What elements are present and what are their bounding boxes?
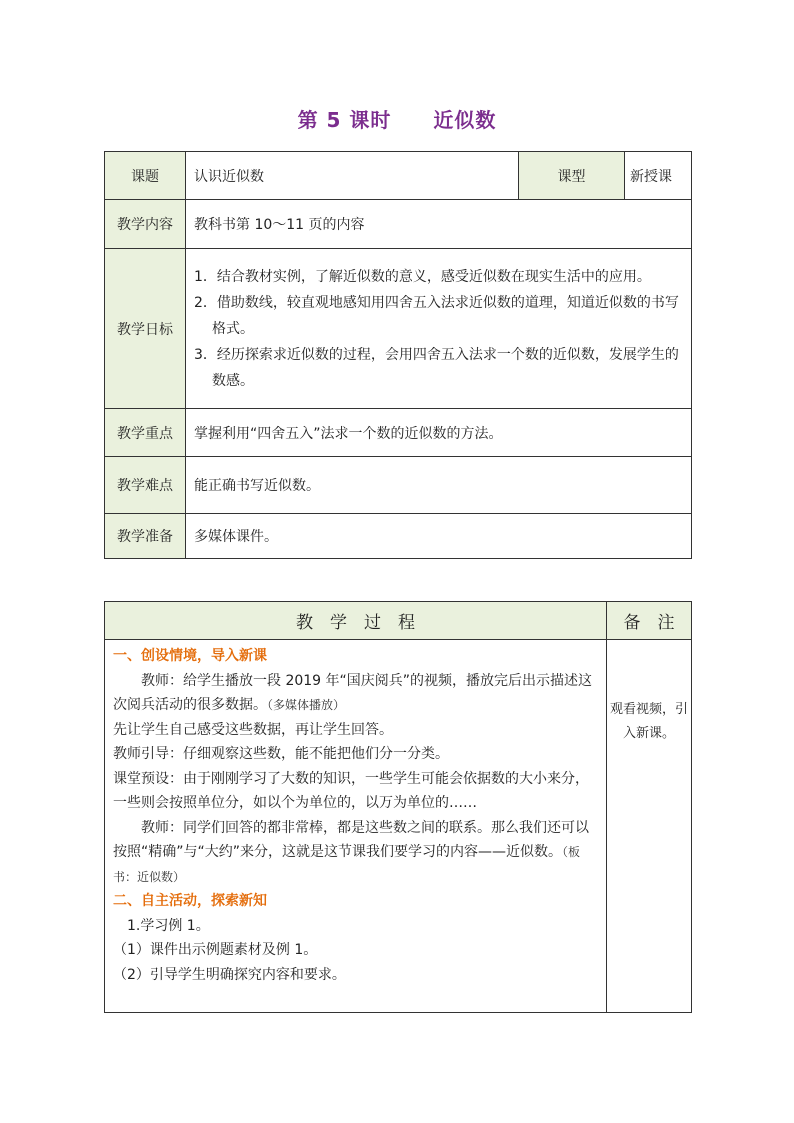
- paragraph-6: 1.学习例 1。: [127, 917, 210, 934]
- goals-label: 教学日标: [105, 249, 186, 409]
- topic-row: [105, 152, 692, 200]
- goal-item-2: 2．借助数线，较直观地感知用四舍五入法求近似数的道理，知道近似数的书写格式。: [194, 294, 679, 337]
- teaching-process-table: [104, 601, 692, 1013]
- paragraph-4: 课堂预设：由于刚刚学习了大数的知识，一些学生可能会依据数的大小来分，一些则会按照单位分，如以个为单位的，以万为单位的……: [113, 770, 589, 811]
- prep-row: [105, 514, 692, 559]
- process-body-row: [105, 640, 692, 1013]
- remarks-cell: 观看视频，引入新课。: [607, 640, 692, 1013]
- lesson-number: 第 5 课时: [297, 108, 392, 132]
- page-title: [0, 104, 794, 133]
- board-note: （板书：近似数）: [113, 845, 581, 884]
- section-heading-2: 二、自主活动，探索新知: [113, 893, 267, 909]
- paragraph-5: 教师：同学们回答的都非常棒，都是这些数之间的联系。那么我们还可以按照“精确”与“大约”来分，这就是这节课我们要学习的内容——近似数。（板书：近似数）: [113, 819, 589, 884]
- lesson-info-table: [104, 151, 692, 559]
- content-value: 教科书第 10～11 页的内容: [186, 200, 692, 249]
- type-value: 新授课: [625, 152, 692, 200]
- lesson-name: 近似数: [433, 108, 497, 132]
- paragraph-3: 教师引导：仔细观察这些数，能不能把他们分一分类。: [113, 746, 449, 762]
- difficulty-label: 教学难点: [105, 457, 186, 514]
- goals-row: [105, 249, 692, 409]
- key-row: [105, 409, 692, 457]
- goal-item-1: 1．结合教材实例，了解近似数的意义，感受近似数在现实生活中的应用。: [194, 268, 651, 285]
- goal-item-3: 3．经历探索求近似数的过程，会用四舍五入法求一个数的近似数，发展学生的数感。: [194, 346, 679, 389]
- section-heading-1: 一、创设情境，导入新课: [113, 648, 267, 664]
- process-header: 教 学 过 程: [105, 602, 607, 640]
- paragraph-1: 教师：给学生播放一段 2019 年“国庆阅兵”的视频，播放完后出示描述这次阅兵活动的很多数据。（多媒体播放）: [113, 672, 593, 713]
- topic-value: 认识近似数: [186, 152, 519, 200]
- key-label: 教学重点: [105, 409, 186, 457]
- handwritten-note: （多媒体播放）: [267, 698, 346, 712]
- content-row: [105, 200, 692, 249]
- paragraph-8: （2）引导学生明确探究内容和要求。: [113, 966, 346, 983]
- paragraph-7: （1）课件出示例题素材及例 1。: [113, 942, 318, 958]
- goals-list: [186, 249, 692, 409]
- prep-value: 多媒体课件。: [186, 514, 692, 559]
- difficulty-value: 能正确书写近似数。: [186, 457, 692, 514]
- notes-header: 备 注: [607, 602, 692, 640]
- process-header-row: [105, 602, 692, 640]
- key-value: 掌握利用“四舍五入”法求一个数的近似数的方法。: [186, 409, 692, 457]
- prep-label: 教学准备: [105, 514, 186, 559]
- content-label: 教学内容: [105, 200, 186, 249]
- topic-label: 课题: [105, 152, 186, 200]
- type-label: 课型: [519, 152, 625, 200]
- process-content: [105, 640, 607, 1013]
- difficulty-row: [105, 457, 692, 514]
- paragraph-2: 先让学生自己感受这些数据，再让学生回答。: [113, 721, 393, 738]
